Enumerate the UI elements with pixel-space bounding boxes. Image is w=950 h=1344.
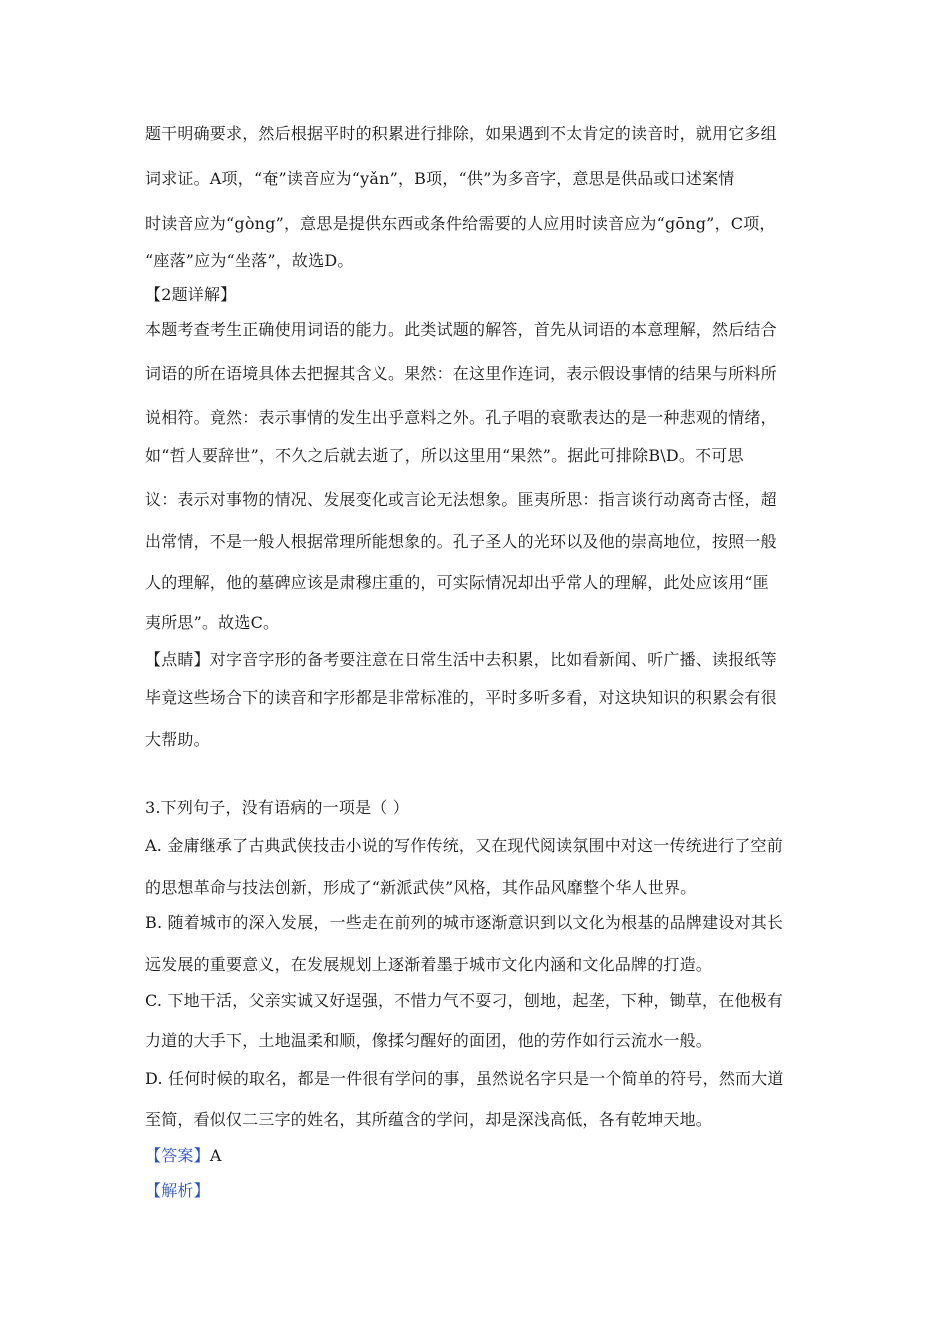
text-line: “座落”应为“坐落”，故选D。 [145,251,354,270]
text-line: 题干明确要求，然后根据平时的积累进行排除，如果遇到不太肯定的读音时，就用它多组 [145,124,777,143]
option-d: D. 任何时候的取名，都是一件很有学问的事，虽然说名字只是一个简单的符号，然而大道 [145,1069,784,1088]
answer-label: 【答案】 [145,1146,210,1165]
text-line: 议：表示对事物的情况、发展变化或言论无法想象。匪夷所思：指言谈行动离奇古怪，超 [145,490,777,509]
question-stem: 3.下列句子，没有语病的一项是（ ） [145,798,409,817]
text-line: 说相符。竟然：表示事情的发生出乎意料之外。孔子唱的衰歌表达的是一种悲观的情绪， [145,408,777,427]
option-c-cont: 力道的大手下，土地温柔和顺，像揉匀醒好的面团，他的劳作如行云流水一般。 [145,1031,713,1050]
option-b-cont: 远发展的重要意义，在发展规划上逐渐着墨于城市文化内涵和文化品牌的打造。 [145,955,713,974]
text-line: 毕竟这些场合下的读音和字形都是非常标准的，平时多听多看，对这块知识的积累会有很 [145,688,777,707]
option-a: A. 金庸继承了古典武侠技击小说的写作传统，又在现代阅读氛围中对这一传统进行了空前 [145,836,783,855]
tip-paragraph: 【点睛】对字音字形的备考要注意在日常生活中去积累，比如看新闻、听广播、读报纸等 [145,650,777,669]
text-line: 时读音应为“gòng”，意思是提供东西或条件给需要的人应用时读音应为“gōng”，C项， [145,214,776,233]
text-line: 人的理解，他的墓碑应该是肃穆庄重的，可实际情况却出乎常人的理解，此处应该用“匪 [145,573,769,592]
option-d-cont: 至简，看似仅二三字的姓名，其所蕴含的学问，却是深浅高低，各有乾坤天地。 [145,1110,713,1129]
answer-line [145,1145,222,1167]
analysis-line [145,1180,210,1202]
text-line: 大帮助。 [145,730,210,749]
text-line: 夷所思”。故选C。 [145,613,280,632]
text-line: 如“哲人要辞世”，不久之后就去逝了，所以这里用“果然”。据此可排除B\D。不可思 [145,446,744,465]
text-line: 出常情，不是一般人根据常理所能想象的。孔子圣人的光环以及他的崇高地位，按照一般 [145,532,777,551]
option-b: B. 随着城市的深入发展，一些走在前列的城市逐渐意识到以文化为根基的品牌建设对其长 [145,913,784,932]
option-a-cont: 的思想革命与技法创新，形成了“新派武侠”风格，其作品风靡整个华人世界。 [145,878,697,897]
text-line: 词语的所在语境具体去把握其含义。果然：在这里作连词，表示假设事情的结果与所料所 [145,364,777,383]
answer-value: A [209,1146,222,1165]
text-line: 本题考查考生正确使用词语的能力。此类试题的解答，首先从词语的本意理解，然后结合 [145,320,777,339]
option-c: C. 下地干活，父亲实诚又好逞强，不惜力气不耍刁，刨地，起垄，下种，锄草，在他极有 [145,991,784,1010]
analysis-label: 【解析】 [145,1181,210,1200]
text-line: 词求证。A项，“奄”读音应为“yǎn”，B项，“供”为多音字，意思是供品或口述案情 [145,169,735,188]
section-heading: 【2题详解】 [145,285,237,304]
